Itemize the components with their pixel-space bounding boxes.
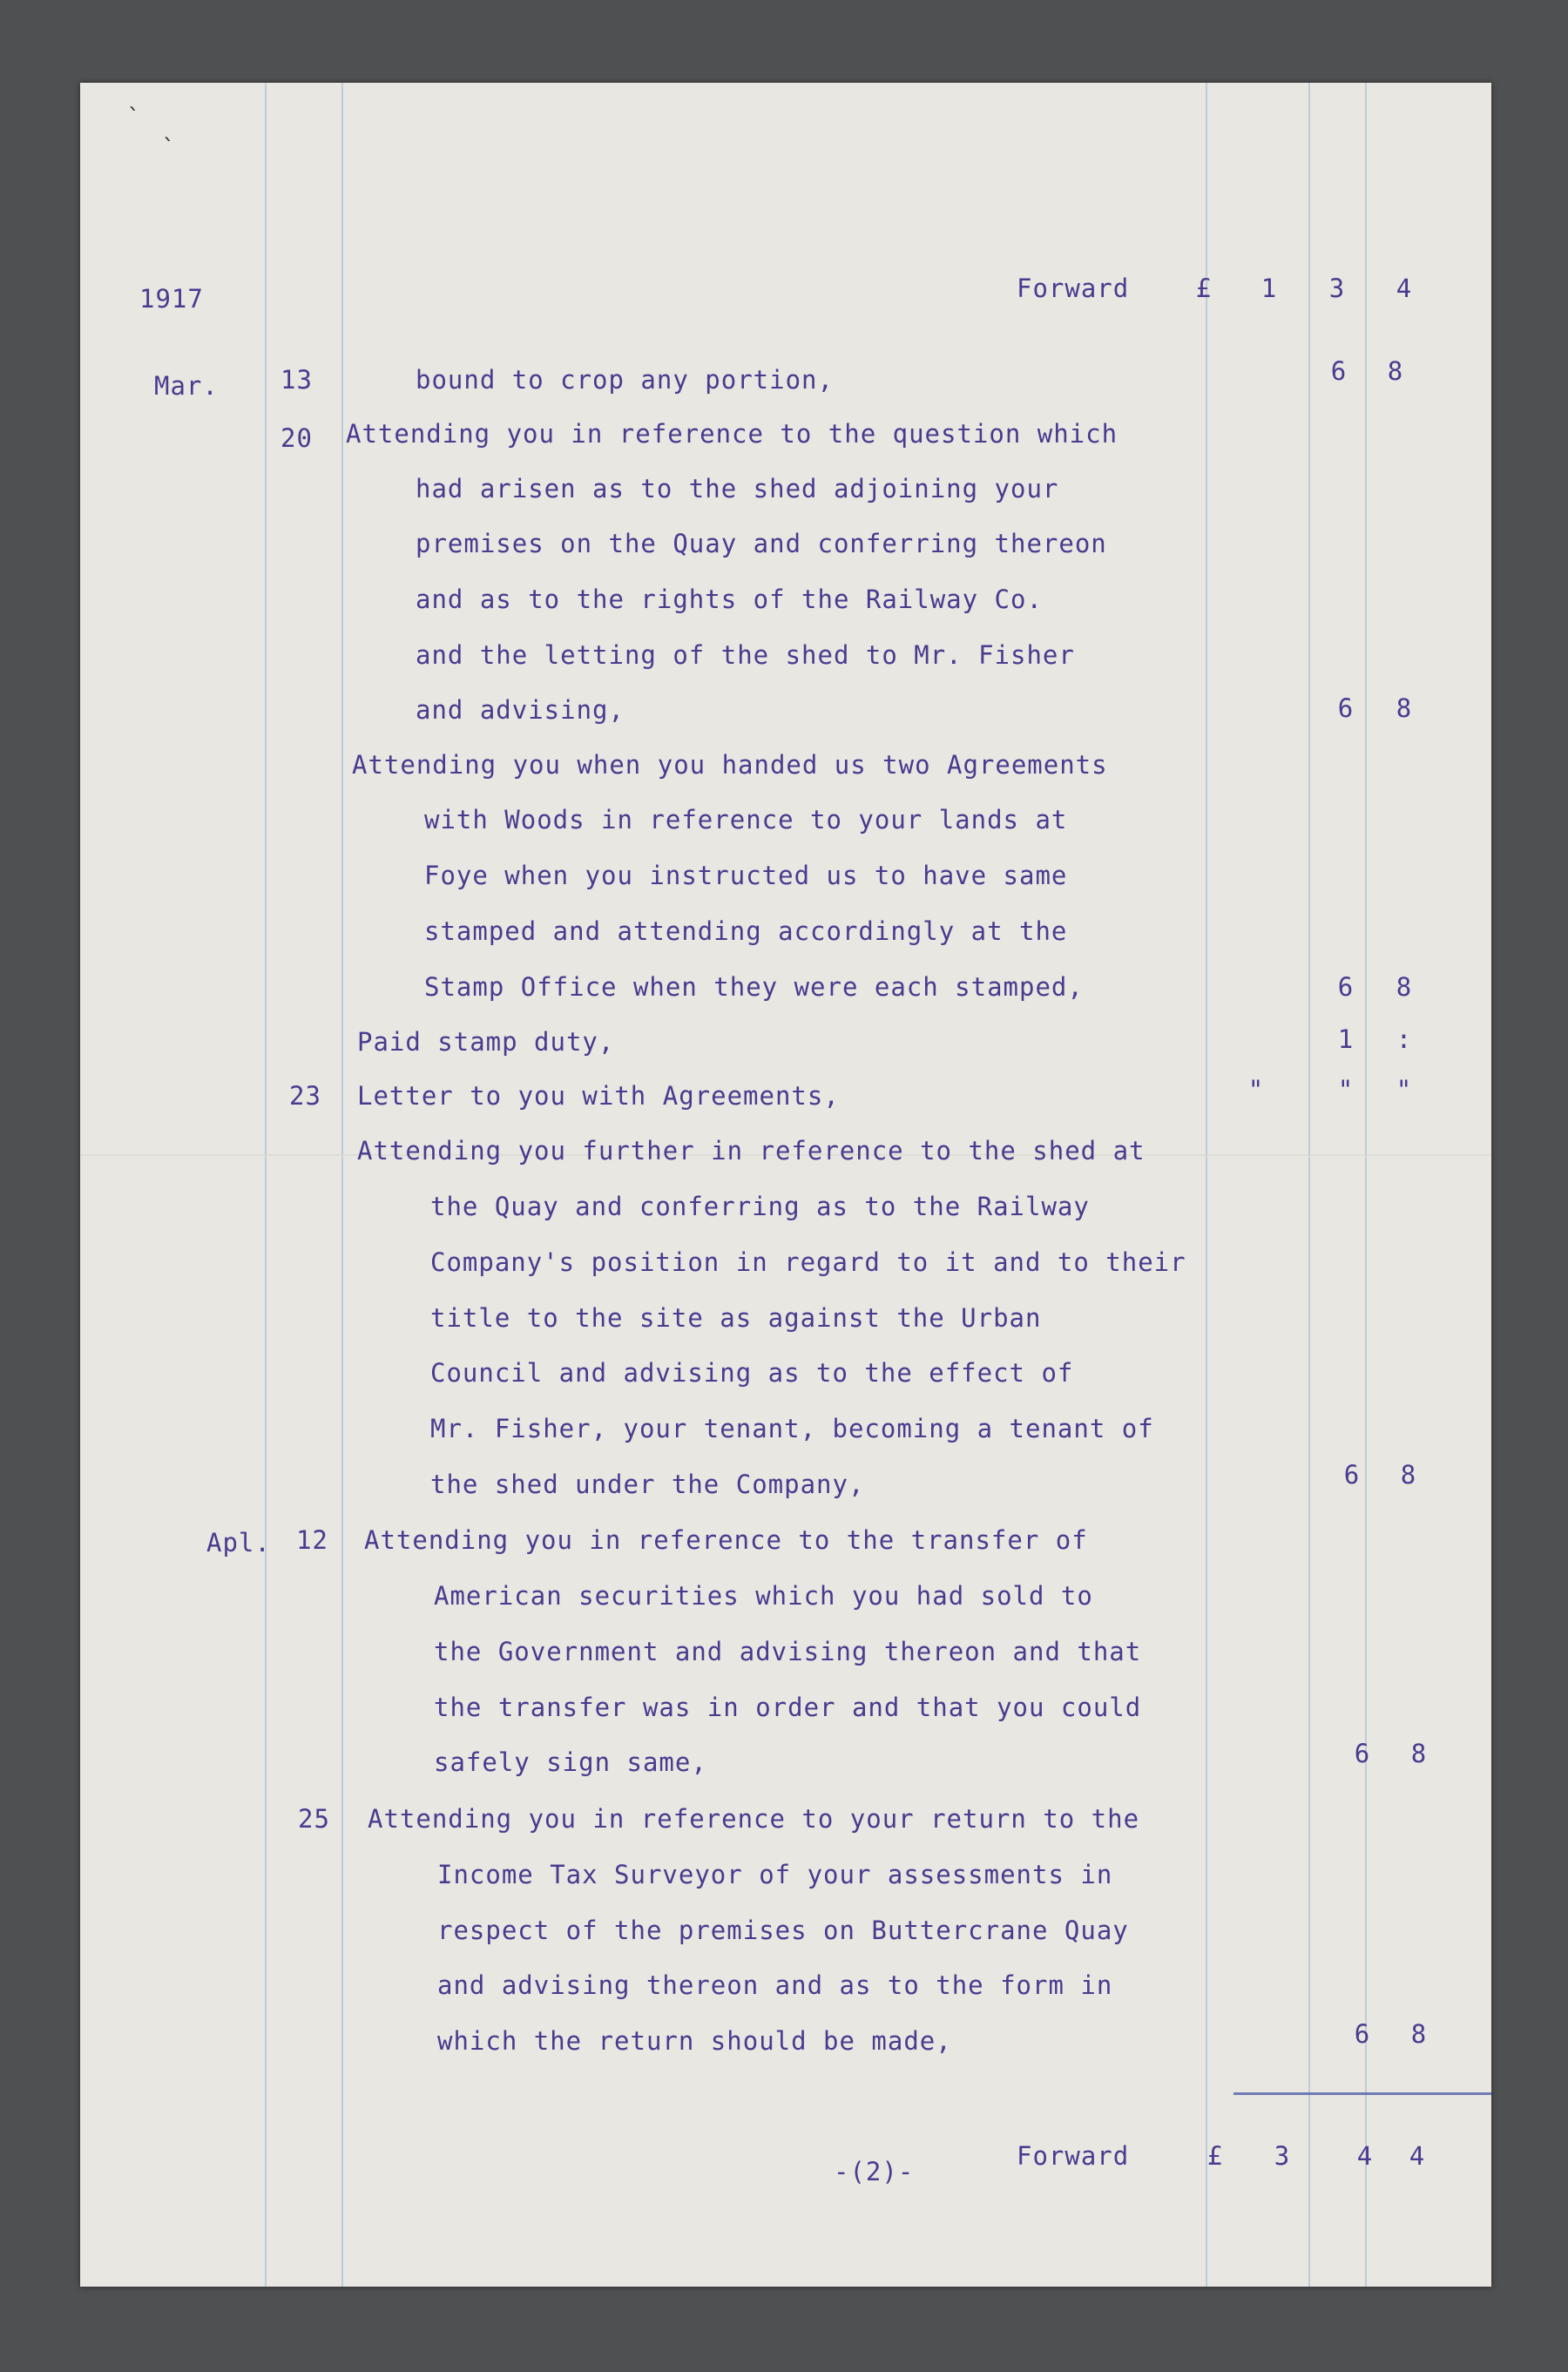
entry-day: 13 [280,365,313,395]
amount-shillings: 3 [1328,274,1346,303]
amount-pounds: 3 [1274,2141,1291,2171]
entry-month: Apl. [206,1528,271,1558]
entry-pence: 8 [1400,1460,1417,1490]
entry-line: Attending you further in reference to the shed at [357,1136,1146,1166]
entry-pence: 8 [1410,1739,1428,1768]
forward-label: Forward [1017,274,1130,303]
entry-shillings-ditto: " [1337,1075,1355,1105]
entry-pence: : [1396,1024,1413,1054]
pound-sign: £ [1195,274,1213,303]
entry-shillings: 6 [1354,1739,1371,1768]
entry-line: and the letting of the shed to Mr. Fisher [416,640,1075,670]
amount-shillings: 4 [1356,2141,1374,2171]
entry-line: with Woods in reference to your lands at [424,805,1068,835]
entry-line: Attending you in reference to the question which [346,419,1119,449]
entry-pence: 8 [1410,2019,1428,2049]
entry-line: American securities which you had sold to [434,1581,1093,1611]
entry-pence: 8 [1396,693,1413,723]
amount-rule-2 [1308,83,1310,2287]
total-rule [1233,2092,1491,2095]
entry-line: premises on the Quay and conferring thereon [416,529,1107,558]
margin-rule-2 [341,83,343,2287]
amount-pence: 4 [1396,274,1413,303]
pound-sign: £ [1206,2141,1224,2171]
entry-shillings: 6 [1330,356,1348,386]
entry-line: Company's position in regard to it and to their [430,1247,1186,1277]
entry-pence-ditto: " [1396,1075,1413,1105]
entry-day: 25 [298,1804,330,1834]
year: 1917 [139,284,204,314]
amount-rule-3 [1365,83,1367,2287]
entry-line: and as to the rights of the Railway Co. [416,585,1043,614]
entry-line: the Government and advising thereon and that [434,1637,1142,1666]
entry-shillings: 6 [1354,2019,1371,2049]
forward-label: Forward [1017,2141,1130,2171]
entry-line: respect of the premises on Buttercrane Quay [437,1916,1129,1945]
entry-line: Income Tax Surveyor of your assessments in [437,1860,1113,1889]
entry-line: the transfer was in order and that you could [434,1693,1142,1722]
entry-shillings: 6 [1337,693,1355,723]
entry-line: the shed under the Company, [430,1470,865,1499]
entry-line: Mr. Fisher, your tenant, becoming a tenant of [430,1414,1154,1443]
entry-shillings: 1 [1337,1024,1355,1054]
entry-shillings: 6 [1343,1460,1361,1490]
entry-line: Paid stamp duty, [357,1027,615,1057]
stray-mark: ` [128,105,139,131]
entry-line: Council and advising as to the effect of [430,1358,1074,1388]
entry-line: which the return should be made, [437,2026,952,2056]
entry-line: stamped and attending accordingly at the [424,916,1068,946]
ledger-page [80,83,1491,2287]
entry-line: Foye when you instructed us to have same [424,861,1068,890]
amount-rule-1 [1206,83,1207,2287]
entry-day: 12 [296,1525,328,1555]
entry-line: Stamp Office when they were each stamped, [424,972,1084,1002]
entry-line: title to the site as against the Urban [430,1303,1042,1333]
entry-line: had arisen as to the shed adjoining your [416,474,1059,503]
entry-pence: 8 [1387,356,1404,386]
entry-pounds-ditto: " [1247,1075,1265,1105]
entry-line: and advising thereon and as to the form in [437,1970,1113,2000]
entry-line: Attending you when you handed us two Agreements [352,750,1108,780]
entry-day: 23 [289,1081,321,1111]
entry-line: and advising, [416,695,625,725]
entry-line: bound to crop any portion, [416,365,834,395]
stray-mark: ` [163,135,174,161]
entry-month: Mar. [154,371,219,401]
entry-line: Attending you in reference to your return to the [368,1804,1140,1834]
entry-pence: 8 [1396,972,1413,1002]
entry-line: the Quay and conferring as to the Railway [430,1192,1090,1221]
page-number: -(2)- [834,2157,915,2186]
entry-line: Attending you in reference to the transfer of [364,1525,1088,1555]
entry-shillings: 6 [1337,972,1355,1002]
entry-day: 20 [280,423,313,453]
amount-pounds: 1 [1260,274,1278,303]
entry-line: Letter to you with Agreements, [357,1081,840,1111]
entry-line: safely sign same, [434,1747,707,1777]
margin-rule-1 [265,83,267,2287]
amount-pence: 4 [1409,2141,1426,2171]
